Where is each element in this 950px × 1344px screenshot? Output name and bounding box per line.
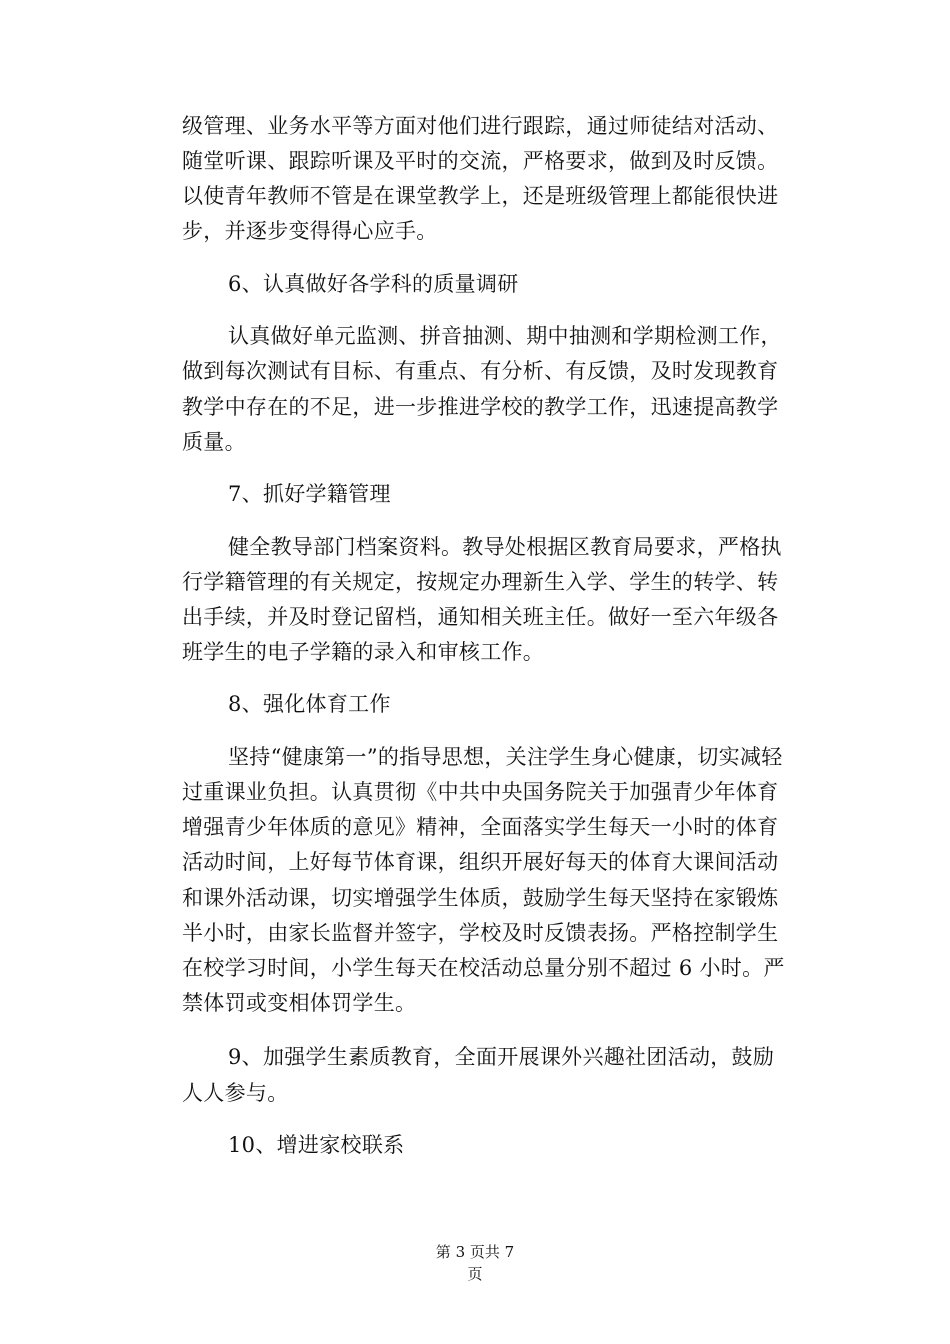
paragraph-line: 随堂听课、跟踪听课及平时的交流，严格要求，做到及时反馈。 bbox=[182, 149, 779, 173]
paragraph-line: 步，并逐步变得得心应手。 bbox=[182, 219, 438, 243]
paragraph-line: 出手续，并及时登记留档，通知相关班主任。做好一至六年级各 bbox=[182, 605, 779, 629]
paragraph-line: 做到每次测试有目标、有重点、有分析、有反馈，及时发现教育 bbox=[182, 359, 779, 383]
paragraph-line: 在校学习时间，小学生每天在校活动总量分别不超过 6 小时。严 bbox=[182, 956, 785, 980]
paragraph-line: 人人参与。 bbox=[182, 1081, 289, 1105]
page-number: 第 3 页共 7 bbox=[435, 1243, 515, 1261]
page-number-continued: 页 bbox=[467, 1265, 483, 1283]
paragraph-line: 过重课业负担。认真贯彻《中共中央国务院关于加强青少年体育 bbox=[182, 780, 779, 804]
paragraph-line: 班学生的电子学籍的录入和审核工作。 bbox=[182, 640, 545, 664]
paragraph-line: 坚持“健康第一”的指导思想，关注学生身心健康，切实减轻 bbox=[228, 745, 783, 769]
paragraph-line: 增强青少年体质的意见》精神，全面落实学生每天一小时的体育 bbox=[182, 815, 779, 839]
section-heading-7: 7、抓好学籍管理 bbox=[228, 482, 391, 506]
paragraph-line: 以使青年教师不管是在课堂教学上，还是班级管理上都能很快进 bbox=[182, 184, 779, 208]
section-heading-9: 9、加强学生素质教育，全面开展课外兴趣社团活动，鼓励 bbox=[228, 1045, 775, 1069]
paragraph-line: 半小时，由家长监督并签字，学校及时反馈表扬。严格控制学生 bbox=[182, 921, 779, 945]
paragraph-line: 级管理、业务水平等方面对他们进行跟踪，通过师徒结对活动、 bbox=[182, 114, 779, 138]
paragraph-line: 活动时间，上好每节体育课，组织开展好每天的体育大课间活动 bbox=[182, 850, 779, 874]
paragraph-line: 行学籍管理的有关规定，按规定办理新生入学、学生的转学、转 bbox=[182, 570, 779, 594]
paragraph-line: 健全教导部门档案资料。教导处根据区教育局要求，严格执 bbox=[228, 535, 782, 559]
section-heading-6: 6、认真做好各学科的质量调研 bbox=[228, 272, 519, 296]
section-heading-10: 10、增进家校联系 bbox=[228, 1133, 405, 1157]
paragraph-line: 质量。 bbox=[182, 430, 246, 454]
paragraph-line: 禁体罚或变相体罚学生。 bbox=[182, 991, 417, 1015]
paragraph-line: 和课外活动课，切实增强学生体质，鼓励学生每天坚持在家锻炼 bbox=[182, 886, 779, 910]
section-heading-8: 8、强化体育工作 bbox=[228, 692, 391, 716]
paragraph-line: 认真做好单元监测、拼音抽测、期中抽测和学期检测工作， bbox=[228, 324, 782, 348]
paragraph-line: 教学中存在的不足，进一步推进学校的教学工作，迅速提高教学 bbox=[182, 395, 779, 419]
